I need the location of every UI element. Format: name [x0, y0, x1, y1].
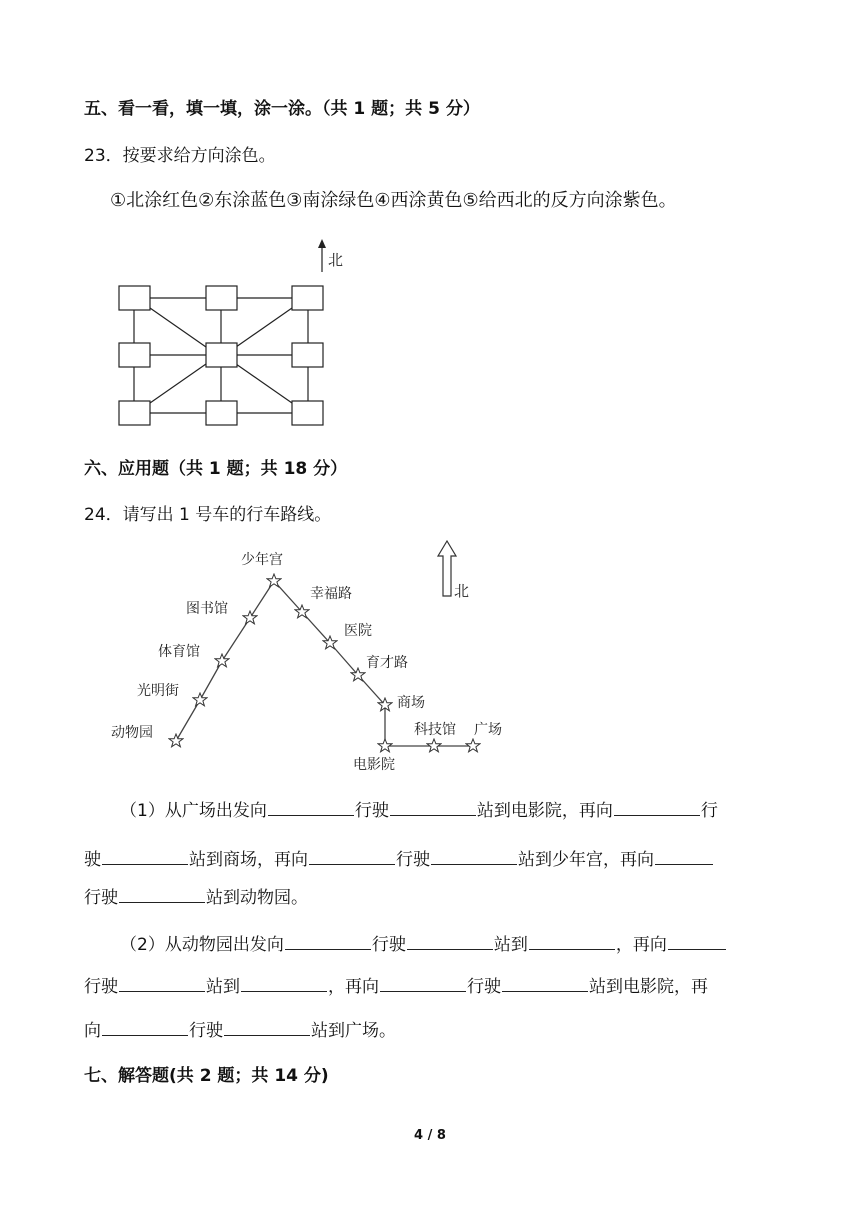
answer-blank[interactable]	[668, 948, 726, 950]
answer-blank[interactable]	[102, 863, 188, 865]
section7-title: 七、解答题	[84, 1066, 169, 1086]
answer-blank[interactable]	[390, 814, 476, 816]
answer-blank[interactable]	[380, 990, 466, 992]
part1-text: 行	[700, 801, 718, 821]
label-shangchang: 商场	[397, 695, 425, 711]
part1-text: 站到电影院，再向	[476, 801, 613, 821]
answer-blank[interactable]	[224, 1034, 310, 1036]
station-marker-guangchang	[466, 739, 480, 752]
part2-text: 行驶	[189, 1021, 223, 1041]
q24-text: 请写出 1 号车的行车路线。	[122, 505, 332, 525]
answer-blank[interactable]	[102, 1034, 188, 1036]
box-north	[206, 286, 237, 310]
direction-grid-diagram	[110, 234, 350, 434]
part2-text: 站到	[206, 977, 240, 997]
label-guangming: 光明街	[137, 683, 179, 699]
label-tiyu: 体育馆	[158, 644, 200, 660]
q23-instructions: ①北涂红色②东涂蓝色③南涂绿色④西涂黄色⑤给西北的反方向涂紫色。	[110, 190, 677, 211]
station-marker-dianying	[378, 739, 392, 752]
answer-blank[interactable]	[285, 948, 371, 950]
label-keji: 科技馆	[414, 722, 456, 738]
answer-blank[interactable]	[119, 901, 205, 903]
part2-text: 行驶	[84, 977, 118, 997]
section6-title: 六、应用题	[84, 459, 169, 479]
q24-part1-line1	[120, 796, 718, 821]
part1-text: 站到少年宫，再向	[518, 850, 654, 870]
box-northwest	[119, 286, 150, 310]
q24-part1-line3	[84, 883, 308, 908]
q24-number: 24．	[84, 505, 123, 525]
box-northeast	[292, 286, 323, 310]
label-tushu: 图书馆	[186, 601, 228, 617]
answer-blank[interactable]	[614, 814, 700, 816]
part1-text: 驶	[84, 850, 101, 870]
part1-label: （1）	[120, 801, 165, 821]
q23-text: 按要求给方向涂色。	[122, 146, 276, 166]
station-marker-dongwu	[169, 734, 183, 747]
q24-part2-line3	[84, 1016, 396, 1041]
box-west	[119, 343, 150, 367]
part2-text: 向	[84, 1021, 101, 1041]
part1-text: 站到动物园。	[206, 888, 308, 908]
bus-route-map	[100, 538, 530, 783]
q23-north-label: 北	[328, 251, 344, 269]
box-east	[292, 343, 323, 367]
section5-score: （共 1 题；共 5 分）	[322, 99, 480, 119]
grid-boxes	[119, 286, 323, 425]
part1-text: 站到商场，再向	[189, 850, 308, 870]
answer-blank[interactable]	[241, 990, 327, 992]
station-marker-shaonian	[267, 574, 281, 587]
label-yucai: 育才路	[366, 655, 408, 671]
section6-heading	[84, 454, 347, 479]
label-shaonian: 少年宫	[241, 552, 283, 568]
part2-text: ，再向	[328, 977, 379, 997]
part2-text: 站到电影院，再	[589, 977, 708, 997]
box-southeast	[292, 401, 323, 425]
station-marker-keji	[427, 739, 441, 752]
section6-score: （共 1 题；共 18 分）	[169, 459, 348, 479]
q24-part2-line2	[84, 972, 708, 997]
box-southwest	[119, 401, 150, 425]
label-guangchang: 广场	[474, 722, 502, 738]
part2-label: （2）	[120, 935, 165, 955]
section7-heading	[84, 1061, 329, 1086]
answer-blank[interactable]	[407, 948, 493, 950]
label-dianying: 电影院	[353, 757, 395, 773]
station-marker-guangming	[193, 693, 207, 706]
part2-text: 行驶	[467, 977, 501, 997]
answer-blank[interactable]	[119, 990, 205, 992]
part2-text: 站到	[493, 935, 528, 955]
page-number: 4 / 8	[414, 1128, 446, 1143]
part1-text: 行驶	[84, 888, 118, 908]
part2-text: 行驶	[371, 935, 406, 955]
answer-blank[interactable]	[655, 863, 713, 865]
q23-number: 23．	[84, 146, 123, 166]
part2-text: ，再向	[615, 935, 667, 955]
section7-score: (共 2 题；共 14 分)	[169, 1066, 329, 1086]
label-yiyuan: 医院	[344, 623, 372, 639]
q23-question	[84, 141, 276, 166]
part2-text: 从动物园出发向	[164, 935, 284, 955]
q24-question	[84, 500, 331, 525]
q24-part1-line2	[84, 845, 714, 870]
station-marker-tiyu	[215, 654, 229, 667]
answer-blank[interactable]	[268, 814, 354, 816]
part1-text: 行驶	[396, 850, 430, 870]
section5-title: 五、看一看，填一填，涂一涂。	[84, 99, 322, 119]
part1-text: 从广场出发向	[164, 801, 267, 821]
box-south	[206, 401, 237, 425]
answer-blank[interactable]	[309, 863, 395, 865]
q24-part2-line1	[120, 930, 727, 955]
part2-text: 站到广场。	[311, 1021, 396, 1041]
q24-north-label: 北	[454, 582, 470, 600]
answer-blank[interactable]	[529, 948, 615, 950]
answer-blank[interactable]	[431, 863, 517, 865]
section5-heading	[84, 94, 480, 119]
north-arrow-icon	[318, 239, 326, 272]
label-dongwu: 动物园	[111, 725, 153, 741]
station-marker-tushu	[243, 611, 257, 624]
answer-blank[interactable]	[502, 990, 588, 992]
label-xingfu: 幸福路	[310, 586, 352, 602]
part1-text: 行驶	[354, 801, 389, 821]
box-center	[206, 343, 237, 367]
